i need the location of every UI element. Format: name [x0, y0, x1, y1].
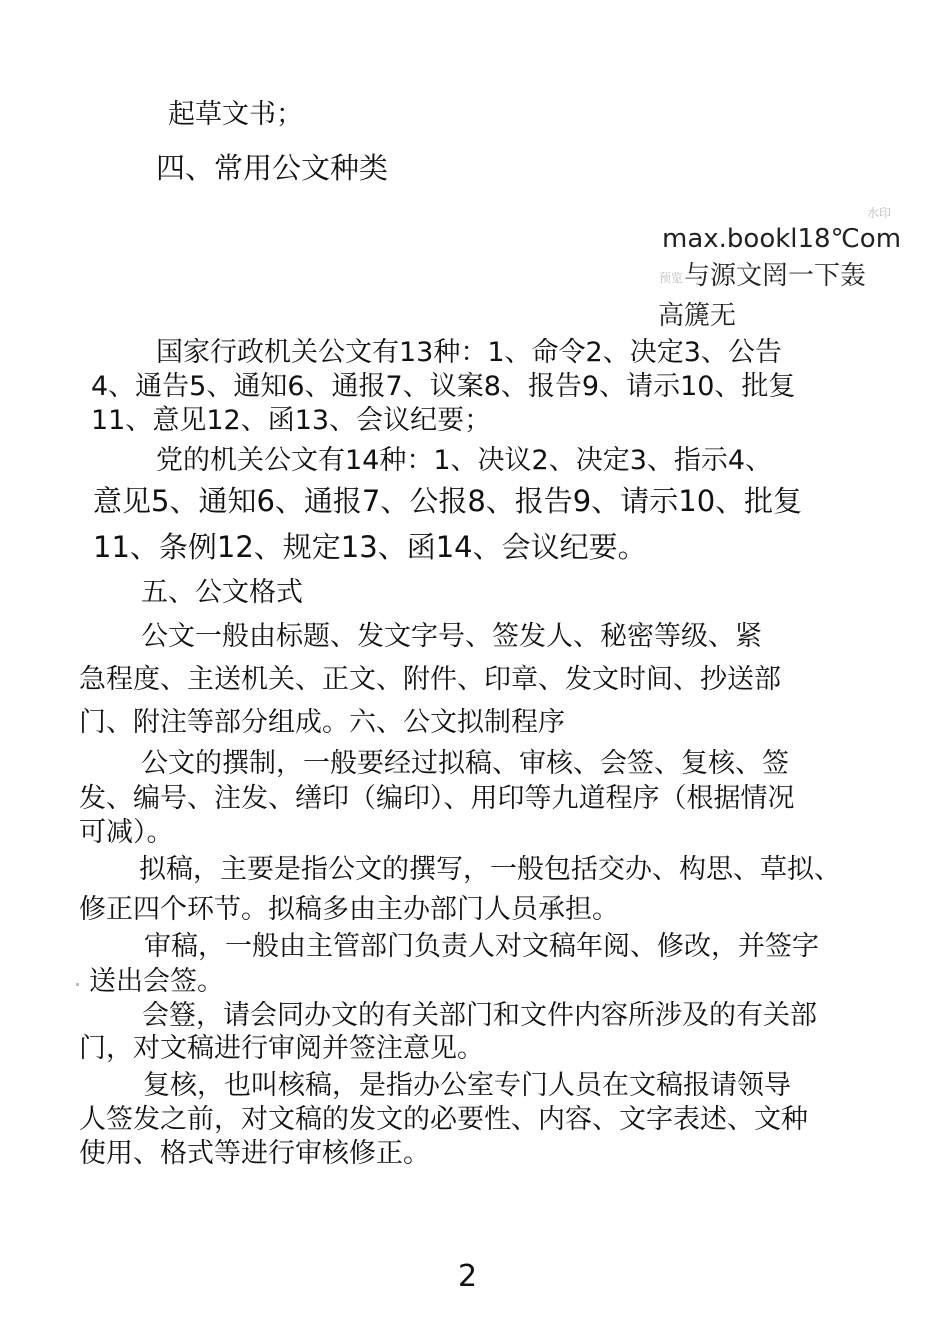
text-line: 门，对文稿进行审阅并签注意见。 [79, 1033, 484, 1064]
text-line: 意见5、通知6、通报7、公报8、报告9、请示10、批复 [93, 484, 803, 518]
text-line: 4、通告5、通知6、通报7、议案8、报告9、请示10、批复 [91, 371, 796, 402]
watermark-url: max.bookl18℃om [662, 224, 902, 254]
watermark-tag: 预览 [659, 271, 684, 285]
section-heading: 五、公文格式 [141, 577, 303, 608]
text-line: 门、附注等部分组成。六、公文拟制程序 [79, 707, 565, 738]
text-line: 公文的撰制，一般要经过拟稿、审核、会签、复核、签 [141, 748, 789, 779]
text-line: 国家行政机关公文有13种：1、命令2、决定3、公告 [156, 337, 782, 368]
text-line: 公文一般由标题、发文字号、签发人、秘密等级、紧 [141, 621, 762, 652]
text-line: 审稿，一般由主管部门负责人对文稿年阅、修改，并签字 [144, 931, 819, 962]
text-line: 会簦，请会同办文的有关部门和文件内容所涉及的有关部 [142, 1000, 817, 1031]
watermark-tag: 水印 [867, 206, 892, 220]
text-line: 急程度、主送机关、正文、附件、印章、发文时间、抄送部 [79, 664, 781, 695]
watermark-line: 与源文罔一下轰 [684, 261, 867, 291]
text-line: 使用、格式等进行审核修正。 [79, 1138, 430, 1169]
scan-speck [76, 983, 79, 986]
text-line: 复核，也叫核稿，是指办公室专门人员在文稿报请领导 [143, 1070, 791, 1101]
text-line: 发、编号、注发、缮印（编印）、用印等九道程序（根据情况 [79, 783, 795, 814]
text-line: 起草文书； [168, 99, 303, 130]
text-line: 11、条例12、规定13、函14、会议纪要。 [93, 530, 647, 564]
text-line: 人签发之前，对文稿的发文的必要性、内容、文字表述、文种 [79, 1104, 808, 1135]
text-line: 修正四个环节。拟稿多由主办部门人员承担。 [79, 894, 619, 925]
text-line: 送出会签。 [89, 966, 224, 997]
page-number: 2 [458, 1259, 478, 1294]
text-line: 11、意见12、函13、会议纪要； [91, 405, 492, 436]
text-line: 党的机关公文有14种：1、决议2、决定3、指示4、 [156, 445, 773, 476]
watermark-line: 高篪无 [658, 301, 737, 331]
text-line: 可减）。 [79, 817, 174, 848]
text-line: 拟稿，主要是指公文的撰写，一般包括交办、构思、草拟、 [139, 854, 841, 885]
section-heading: 四、常用公文种类 [156, 151, 389, 185]
